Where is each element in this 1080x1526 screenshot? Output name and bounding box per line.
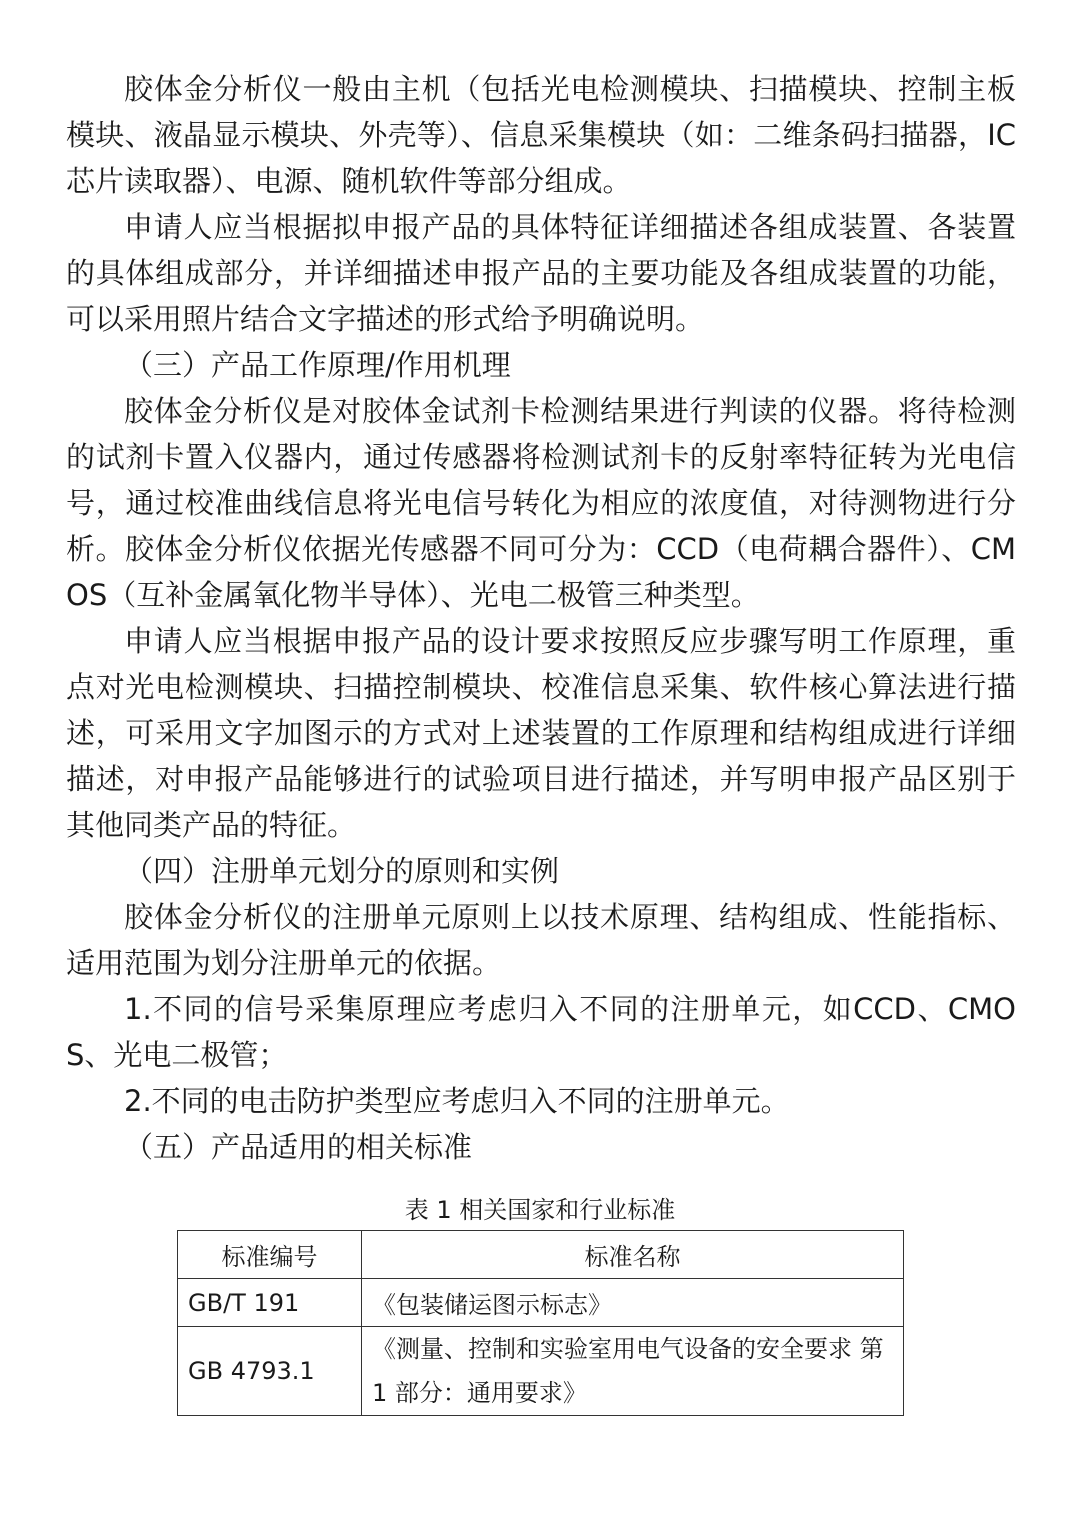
section-heading-registration-unit: （四）注册单元划分的原则和实例 bbox=[124, 854, 560, 888]
paragraph-principle: 胶体金分析仪是对胶体金试剂卡检测结果进行判读的仪器。将待检测的试剂卡置入仪器内，通过传感器将检测试剂卡的反射率特征转为光电信号，通过校准曲线信息将光电信号转化为相应的浓度值，对待测物进行分析。胶体金分析仪依据光传感器不同可分为：CCD（电荷耦合器件）、CMOS（互补金属氧化物半导体）、光电二极管三种类型。 bbox=[66, 394, 1016, 612]
list-item-shock-protection: 2.不同的电击防护类型应考虑归入不同的注册单元。 bbox=[124, 1084, 790, 1118]
header-standard-name: 标准名称 bbox=[362, 1231, 904, 1279]
standard-code-cell: GB/T 191 bbox=[178, 1279, 362, 1327]
standard-name-cell: 《包装储运图示标志》 bbox=[362, 1279, 904, 1327]
list-item-signal-principle: 1.不同的信号采集原理应考虑归入不同的注册单元，如CCD、CMOS、光电二极管； bbox=[66, 992, 1016, 1072]
standard-name-cell: 《测量、控制和实验室用电气设备的安全要求 第 1 部分：通用要求》 bbox=[362, 1327, 904, 1416]
section-heading-principle: （三）产品工作原理/作用机理 bbox=[124, 348, 511, 382]
paragraph-principle-requirement: 申请人应当根据申报产品的设计要求按照反应步骤写明工作原理，重点对光电检测模块、扫描控制模块、校准信息采集、软件核心算法进行描述，可采用文字加图示的方式对上述装置的工作原理和结构组成进行详细描述，对申报产品能够进行的试验项目进行描述，并写明申报产品区别于其他同类产品的特征。 bbox=[66, 624, 1016, 842]
paragraph-composition: 胶体金分析仪一般由主机（包括光电检测模块、扫描模块、控制主板模块、液晶显示模块、外壳等）、信息采集模块（如：二维条码扫描器，IC芯片读取器）、电源、随机软件等部分组成。 bbox=[66, 72, 1016, 198]
standard-code-cell: GB 4793.1 bbox=[178, 1327, 362, 1416]
table-caption: 表 1 相关国家和行业标准 bbox=[404, 1196, 676, 1224]
header-standard-code: 标准编号 bbox=[178, 1231, 362, 1279]
section-heading-standards: （五）产品适用的相关标准 bbox=[124, 1130, 473, 1164]
document-body bbox=[66, 66, 1016, 1170]
paragraph-registration-unit: 胶体金分析仪的注册单元原则上以技术原理、结构组成、性能指标、适用范围为划分注册单元的依据。 bbox=[66, 900, 1016, 980]
table-row bbox=[178, 1279, 904, 1327]
table-row bbox=[178, 1327, 904, 1416]
paragraph-description-requirement: 申请人应当根据拟申报产品的具体特征详细描述各组成装置、各装置的具体组成部分，并详细描述申报产品的主要功能及各组成装置的功能，可以采用照片结合文字描述的形式给予明确说明。 bbox=[66, 210, 1016, 336]
standards-table bbox=[177, 1230, 904, 1416]
table-header-row bbox=[178, 1231, 904, 1279]
